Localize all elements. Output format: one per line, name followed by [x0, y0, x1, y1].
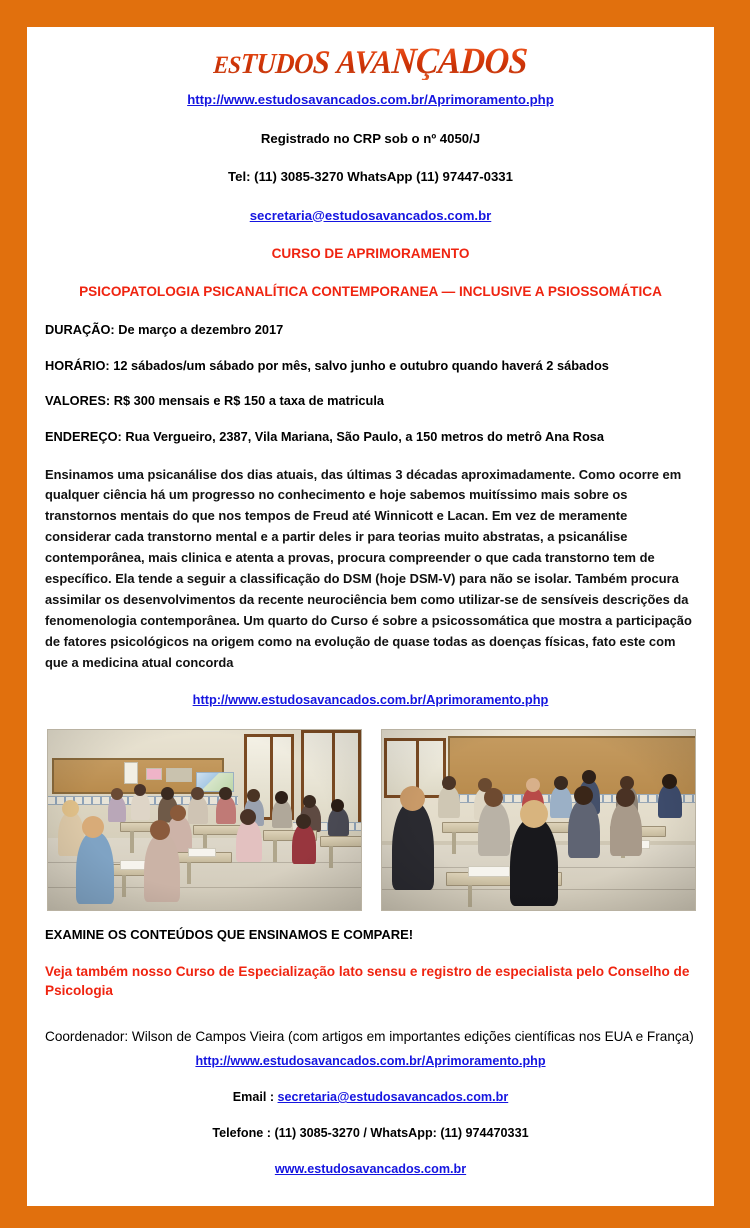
phone-line: Tel: (11) 3085-3270 WhatsApp (11) 97447-0331 — [228, 169, 513, 184]
course-kind-title: CURSO DE APRIMORAMENTO — [271, 246, 470, 261]
detail-valores-value: R$ 300 mensais e R$ 150 a taxa de matricula — [110, 393, 385, 409]
footer-phone-row: Telefone : (11) 3085-3270 / WhatsApp: (11) 974470331 — [212, 1126, 529, 1140]
footer-site-row — [45, 1162, 696, 1176]
registration-line: Registrado no CRP sob o nº 4050/J — [260, 130, 481, 146]
detail-horario — [45, 358, 696, 375]
footer-email-row — [45, 1090, 696, 1104]
detail-duracao-value: De março a dezembro 2017 — [114, 322, 284, 337]
header-email-row — [45, 208, 696, 225]
mid-url-link[interactable]: http://www.estudosavancados.com.br/Aprimoramento.php — [192, 691, 549, 707]
footer-email-link[interactable]: secretaria@estudosavancados.com.br — [277, 1090, 509, 1104]
detail-endereco-label: ENDEREÇO: — [45, 428, 122, 444]
examine-callout: EXAMINE OS CONTEÚDOS QUE ENSINAMOS E COMPARE! — [45, 926, 414, 942]
header-url-row — [45, 92, 696, 109]
coordinator-line: Coordenador: Wilson de Campos Vieira (com artigos em importantes edições científicas nos EUA e França) — [45, 1028, 694, 1044]
header-email-link[interactable]: secretaria@estudosavancados.com.br — [249, 207, 492, 223]
logo-banner — [45, 37, 696, 92]
mid-url-row — [45, 692, 696, 707]
detail-horario-label: HORÁRIO: — [45, 357, 110, 373]
detail-valores — [45, 393, 696, 410]
body-paragraph: Ensinamos uma psicanálise dos dias atuais, das últimas 3 décadas aproximadamente. Como ocorre em qualquer ciência há um progresso no conhecimento e hoje sabemos muitíssimo mais sobre os transtornos mentais do que nos tempos de Freud até Winnicott e Lacan. Em vez de meramente considerar cada transtorno mental e a partir deles ir para teorias muito abstratas, a psicanálise contemporânea, mais clinica e atenta a provas, procura compreender o que cada transtorno tem de específico. Ela tende a seguir a classificação do DSM (hoje DSM-V) para não se isolar. Também procura assimilar os desenvolvimentos da recente neurociência bem como utilizar-se de sensíveis descrições da fenomenologia contemporânea. Um quarto do Curso é sobre a psicossomática que mostra a participação de fatores psicológicos na origem como na evolução de quase todas as doenças físicas, fato este com que a medicina atual concorda — [45, 466, 692, 670]
photo-vignette — [48, 730, 361, 910]
detail-duracao — [45, 322, 696, 339]
footer-url-link[interactable]: http://www.estudosavancados.com.br/Aprimoramento.php — [195, 1054, 546, 1068]
course-name-title: PSICOPATOLOGIA PSICANALÍTICA CONTEMPORANEA — INCLUSIVE A PSIOSSOMÁTICA — [79, 284, 662, 299]
logo-text: ESTUDOS AVANÇADOS — [212, 41, 529, 82]
photo-gallery — [47, 729, 696, 911]
detail-valores-label: VALORES: — [45, 393, 111, 409]
photo-vignette — [382, 730, 695, 910]
footer-url-row — [45, 1054, 696, 1068]
footer-site-link[interactable]: www.estudosavancados.com.br — [274, 1162, 467, 1176]
detail-duracao-label: DURAÇÃO: — [45, 322, 115, 337]
detail-horario-value: 12 sábados/um sábado por mês, salvo junho e outubro quando haverá 2 sábados — [109, 357, 609, 373]
footer-email-label: Email : — [232, 1090, 278, 1104]
classroom-photo-left — [47, 729, 362, 911]
page-canvas — [27, 27, 714, 1206]
page-content — [27, 27, 714, 1176]
header-url-link[interactable]: http://www.estudosavancados.com.br/Aprimoramento.php — [187, 92, 554, 107]
detail-endereco — [45, 429, 696, 446]
detail-endereco-value: Rua Vergueiro, 2387, Vila Mariana, São Paulo, a 150 metros do metrô Ana Rosa — [121, 428, 604, 444]
classroom-photo-right — [381, 729, 696, 911]
veja-callout: Veja também nosso Curso de Especialização lato sensu e registro de especialista pelo Conselho de Psicologia — [45, 963, 690, 999]
